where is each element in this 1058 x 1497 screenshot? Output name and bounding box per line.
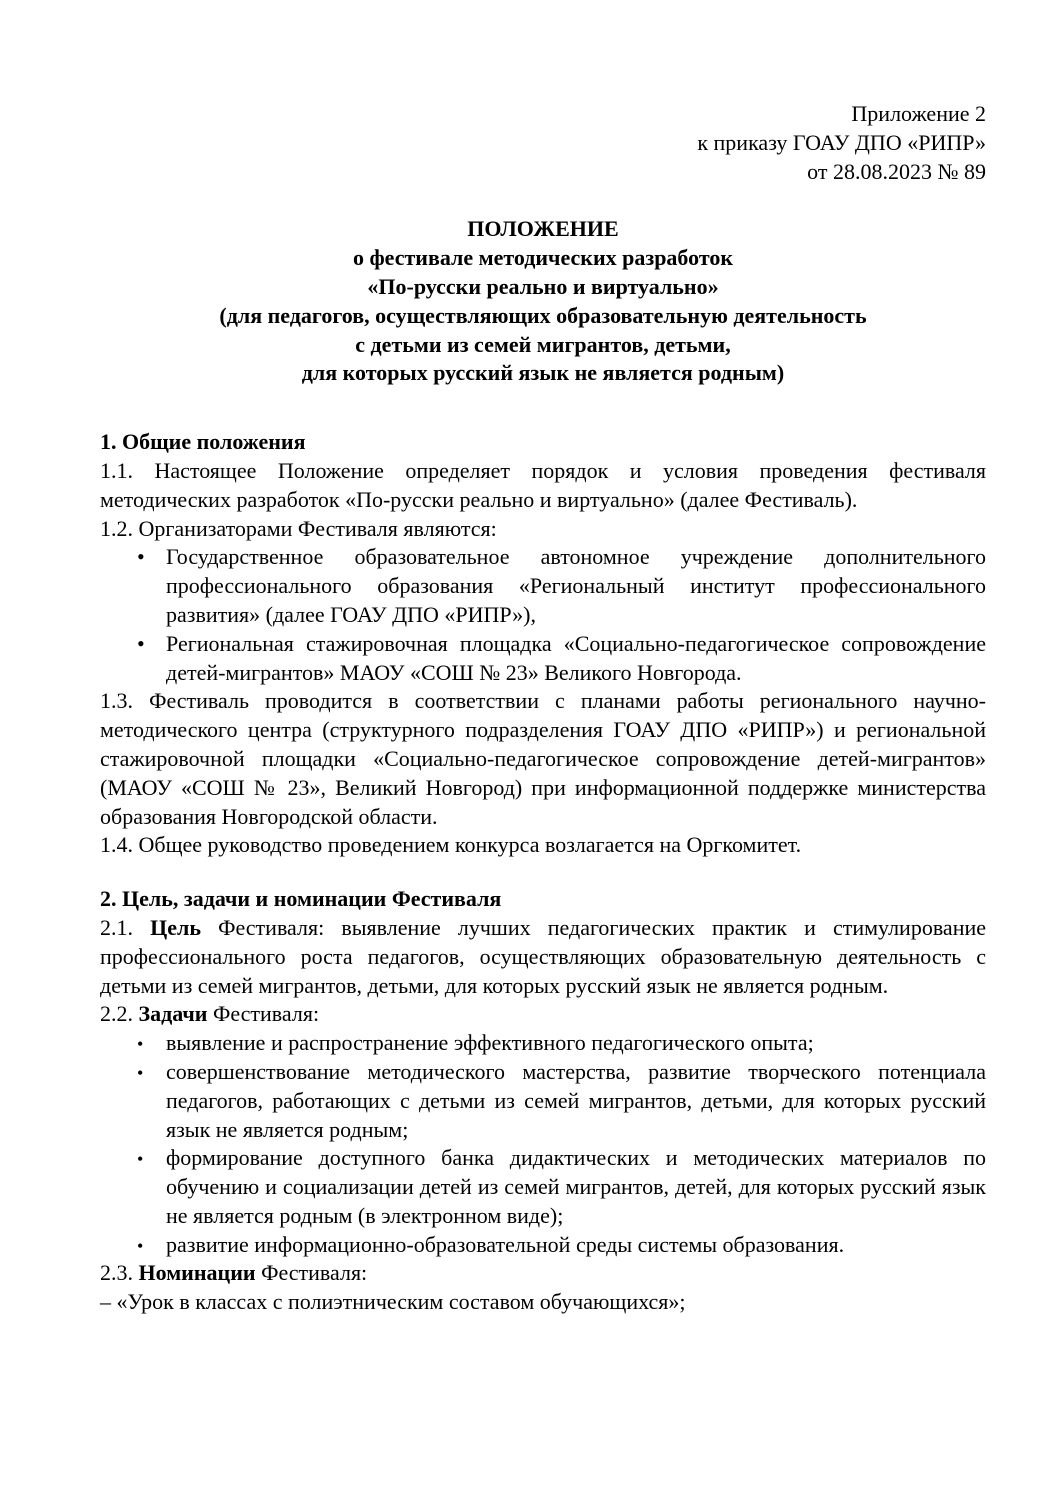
- organizers-list: [100, 543, 986, 687]
- section-general-provisions: [100, 428, 986, 860]
- paragraph-1-3: 1.3. Фестиваль проводится в соответствии с планами работы регионального научно-методического центра (структурного подразделения ГОАУ ДПО «РИПР») и региональной стажировочной площадки «Социально-педагогическое сопровождение детей-мигрантов» (МАОУ «СОШ № 23», Великий Новгород) при информационной поддержке министерства образования Новгородской области.: [100, 688, 986, 829]
- paragraph-1-4: 1.4. Общее руководство проведением конкурса возлагается на Оргкомитет.: [100, 832, 802, 858]
- list-item: [100, 543, 986, 629]
- organizer-item-text: Государственное образовательное автономное учреждение дополнительного профессионального образования «Региональный институт профессионального развития» (далее ГОАУ ДПО «РИПР»),: [166, 544, 986, 627]
- title-line-6: для которых русский язык не является родным): [301, 360, 785, 386]
- section-1-heading: 1. Общие положения: [100, 429, 306, 455]
- header-line-1: Приложение 2: [851, 101, 986, 126]
- paragraph-2-3: [100, 1259, 986, 1288]
- paragraph-number: 2.3.: [100, 1260, 139, 1286]
- task-item-text: совершенствование методического мастерства, развитие творческого потенциала педагогов, работающих с детьми из семей мигрантов, детьми, для которых русский язык не является родным;: [166, 1058, 986, 1142]
- header-line-3: от 28.08.2023 № 89: [807, 158, 986, 184]
- list-item: [100, 1029, 986, 1058]
- task-item-text: выявление и распространение эффективного педагогического опыта;: [166, 1030, 814, 1056]
- paragraph-2-2: [100, 1000, 986, 1029]
- title-line-1: ПОЛОЖЕНИЕ: [467, 216, 619, 242]
- paragraph-1-2: 1.2. Организаторами Фестиваля являются:: [100, 515, 497, 541]
- title-line-3: «По-русски реально и виртуально»: [367, 273, 719, 299]
- section-2-heading: 2. Цель, задачи и номинации Фестиваля: [100, 886, 502, 912]
- tasks-list: [100, 1029, 986, 1259]
- paragraph-2-1: [100, 914, 986, 1000]
- document-title: [100, 215, 986, 388]
- paragraph-number: 2.2.: [100, 1001, 139, 1027]
- paragraph-number: 2.1.: [100, 914, 151, 940]
- nominations-keyword: Номинации: [138, 1260, 256, 1286]
- nomination-item: – «Урок в классах с полиэтническим составом обучающихся»;: [100, 1289, 686, 1315]
- list-item: [100, 630, 986, 688]
- section-goals-tasks-nominations: [100, 885, 986, 1317]
- paragraph-text: Фестиваля:: [207, 1001, 320, 1027]
- title-line-5: с детьми из семей мигрантов, детьми,: [355, 331, 731, 357]
- title-line-2: о фестивале методических разработок: [352, 245, 734, 271]
- list-item: [100, 1058, 986, 1144]
- task-item-text: развитие информационно-образовательной среды системы образования.: [166, 1231, 845, 1257]
- header-line-2: к приказу ГОАУ ДПО «РИПР»: [697, 129, 986, 155]
- paragraph-text: Фестиваля:: [255, 1260, 368, 1286]
- organizer-item-text: Региональная стажировочная площадка «Социально-педагогическое сопровождение детей-мигрантов» МАОУ «СОШ № 23» Великого Новгорода.: [166, 630, 986, 685]
- list-item: [100, 1144, 986, 1230]
- goal-keyword: Цель: [150, 914, 201, 940]
- title-line-4: (для педагогов, осуществляющих образовательную деятельность: [219, 302, 867, 328]
- list-item: [100, 1231, 986, 1260]
- document-header: [100, 100, 986, 186]
- paragraph-text: Фестиваля: выявление лучших педагогических практик и стимулирование профессионального роста педагогов, осуществляющих образовательную деятельность с детьми из семей мигрантов, детьми, для которых русский язык не является родным.: [100, 914, 987, 998]
- paragraph-1-1: 1.1. Настоящее Положение определяет порядок и условия проведения фестиваля методических разработок «По-русски реально и виртуально» (далее Фестиваль).: [100, 457, 986, 512]
- task-item-text: формирование доступного банка дидактических и методических материалов по обучению и социализации детей из семей мигрантов, детей, для которых русский язык не является родным (в электронном виде);: [166, 1145, 986, 1228]
- tasks-keyword: Задачи: [138, 1001, 208, 1027]
